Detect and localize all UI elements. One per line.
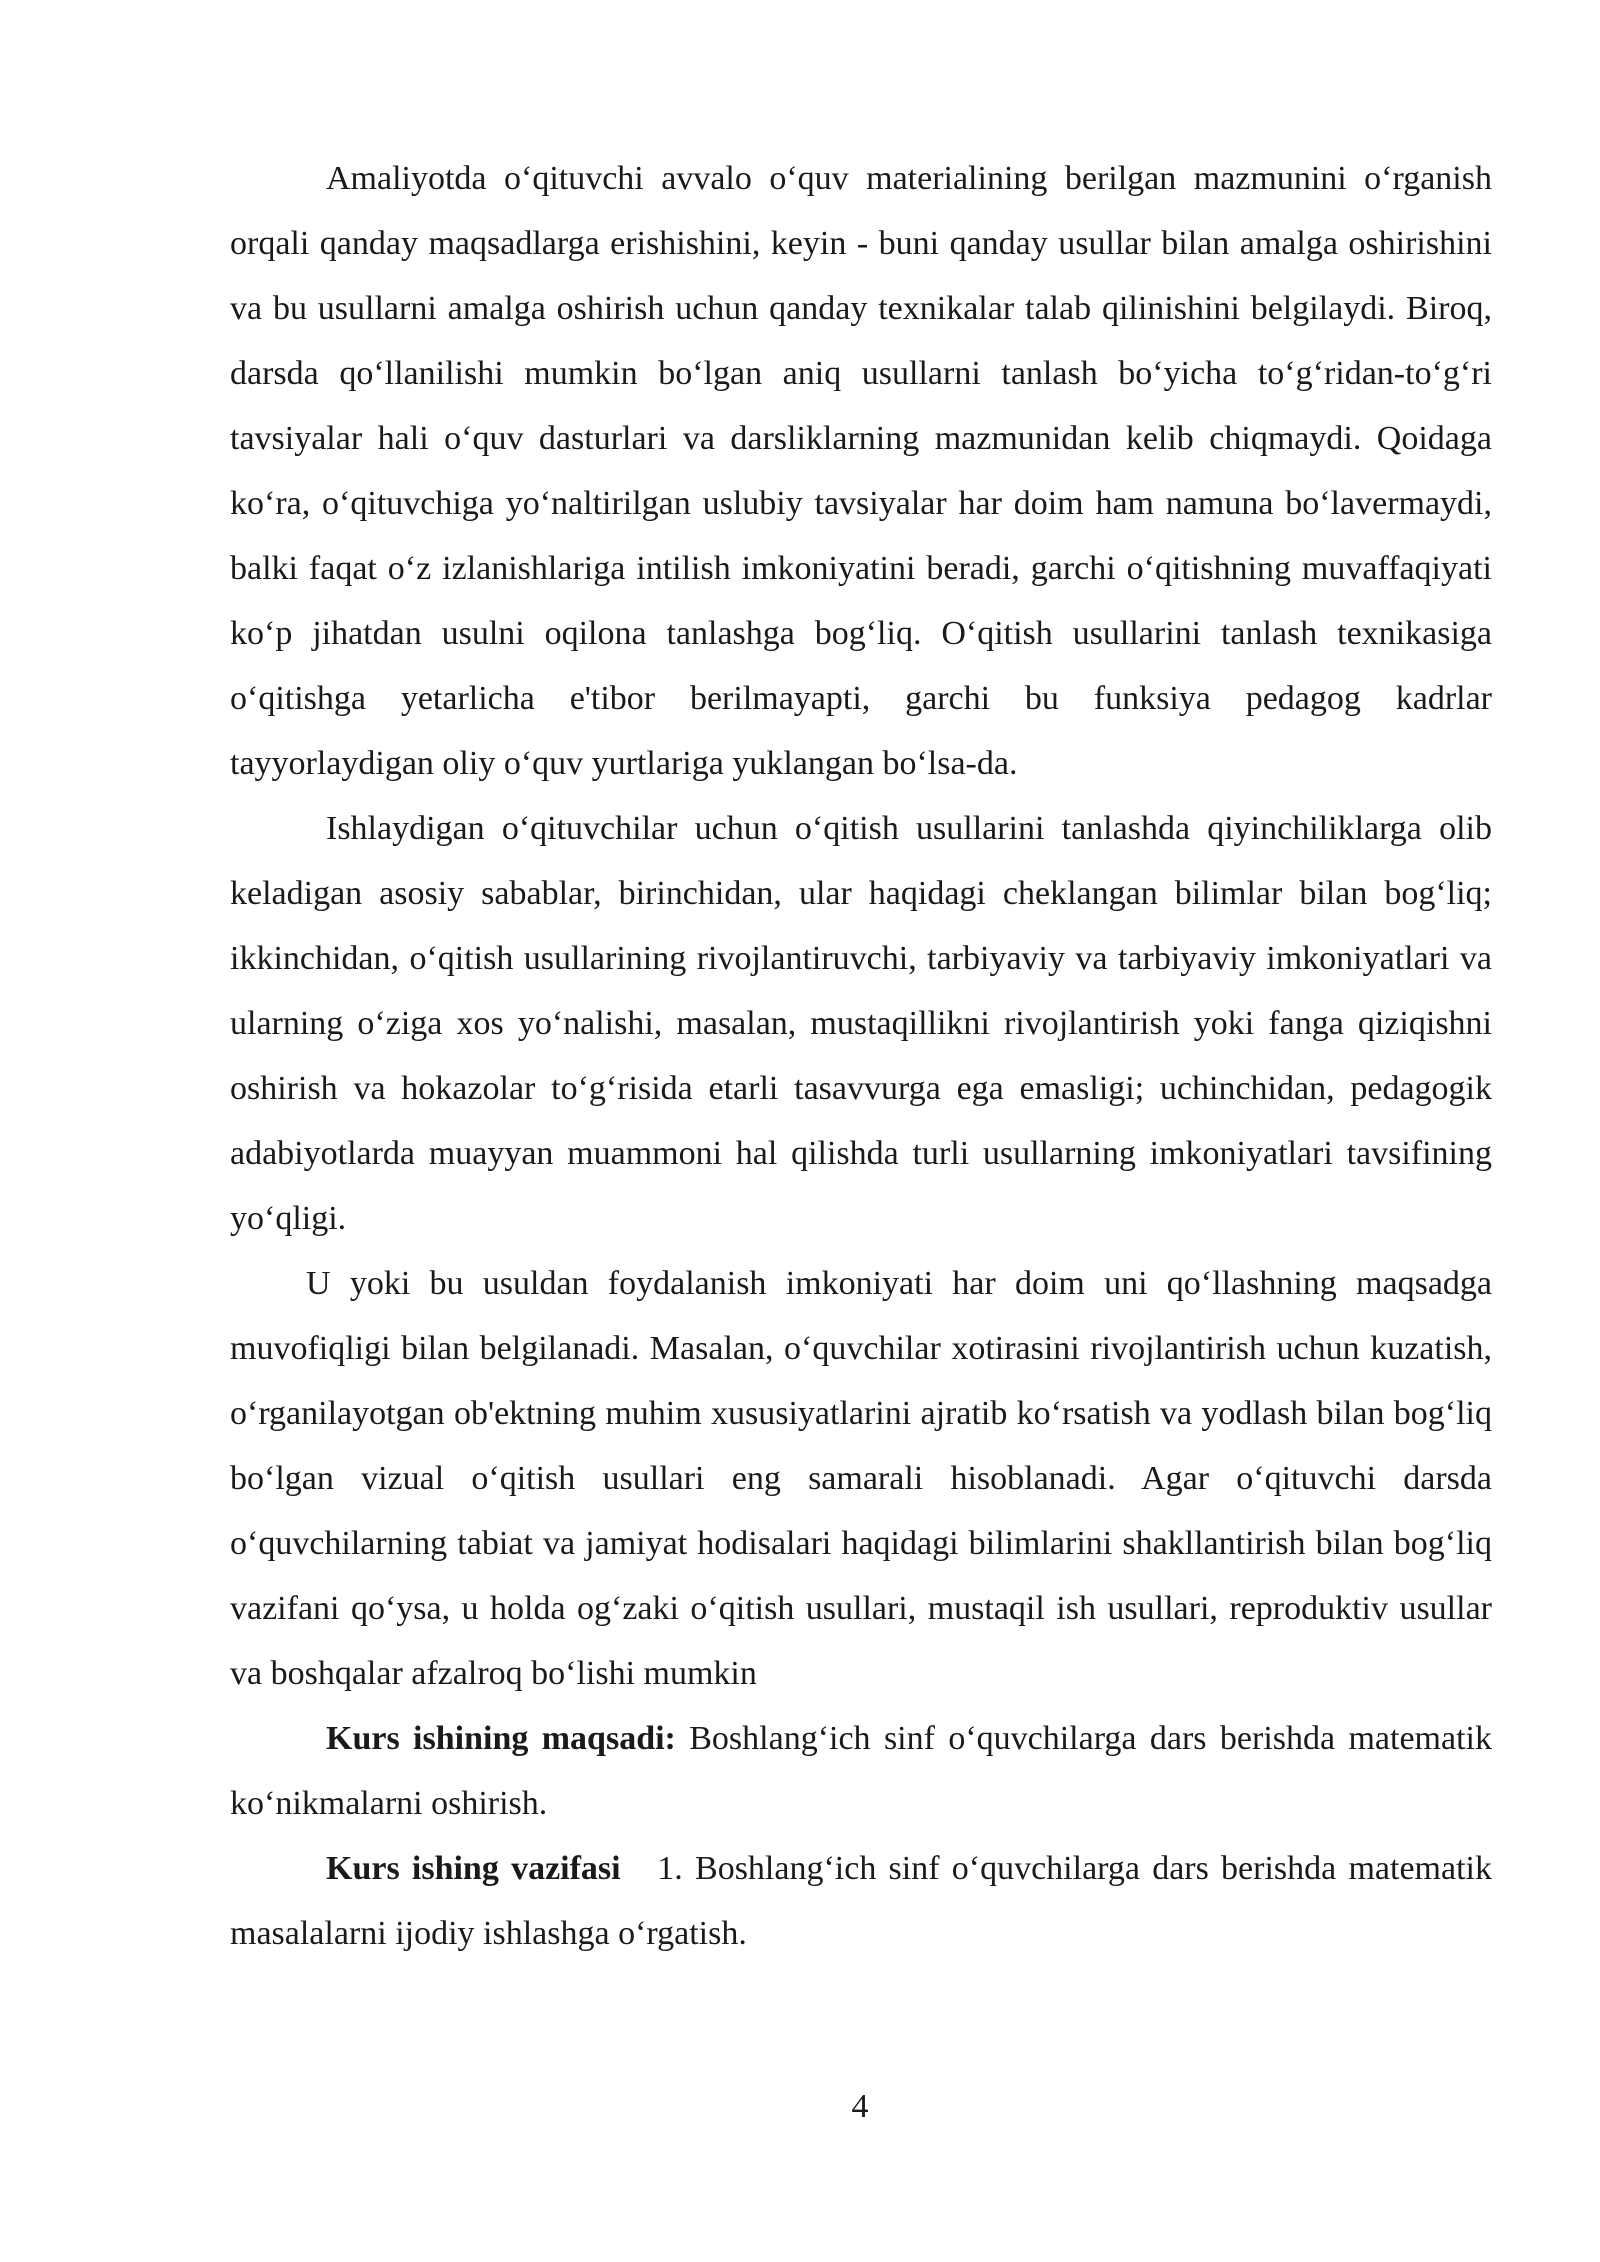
- paragraph-task: [230, 1836, 1492, 1966]
- paragraph-1: Amaliyotda oʻqituvchi avvalo oʻquv materialining berilgan mazmunini oʻrganish orqali qanday maqsadlarga erishishini, keyin - buni qanday usullar bilan amalga oshirishini va bu usullarni amalga oshirish uchun qanday texnikalar talab qilinishini belgilaydi. Biroq, darsda qoʻllanilishi mumkin boʻlgan aniq usullarni tanlash boʻyicha toʻgʻridan-toʻgʻri tavsiyalar hali oʻquv dasturlari va darsliklarning mazmunidan kelib chiqmaydi. Qoidaga koʻra, oʻqituvchiga yoʻnaltirilgan uslubiy tavsiyalar har doim ham namuna boʻlavermaydi, balki faqat oʻz izlanishlariga intilish imkoniyatini beradi, garchi oʻqitishning muvaffaqiyati koʻp jihatdan usulni oqilona tanlashga bogʻliq. Oʻqitish usullarini tanlash texnikasiga oʻqitishga yetarlicha e'tibor berilmayapti, garchi bu funksiya pedagog kadrlar tayyorlaydigan oliy oʻquv yurtlariga yuklangan boʻlsa-da.: [230, 160, 1492, 782]
- paragraph-3: U yoki bu usuldan foydalanish imkoniyati har doim uni qoʻllashning maqsadga muvofiqligi bilan belgilanadi. Masalan, oʻquvchilar xotirasini rivojlantirish uchun kuzatish, oʻrganilayotgan ob'ektning muhim xususiyatlarini ajratib koʻrsatish va yodlash bilan bogʻliq boʻlgan vizual oʻqitish usullari eng samarali hisoblanadi. Agar oʻqituvchi darsda oʻquvchilarning tabiat va jamiyat hodisalari haqidagi bilimlarini shakllantirish bilan bogʻliq vazifani qoʻysa, u holda ogʻzaki oʻqitish usullari, mustaqil ish usullari, reproduktiv usullar va boshqalar afzalroq boʻlishi mumkin: [230, 1265, 1492, 1692]
- task-label: Kurs ishing vazifasi: [326, 1850, 621, 1887]
- page-number: 4: [851, 2088, 869, 2125]
- goal-label: Kurs ishining maqsadi:: [326, 1720, 676, 1757]
- paragraph-2: Ishlaydigan oʻqituvchilar uchun oʻqitish usullarini tanlashda qiyinchiliklarga olib keladigan asosiy sabablar, birinchidan, ular haqidagi cheklangan bilimlar bilan bogʻliq; ikkinchidan, oʻqitish usullarining rivojlantiruvchi, tarbiyaviy va tarbiyaviy imkoniyatlari va ularning oʻziga xos yoʻnalishi, masalan, mustaqillikni rivojlantirish yoki fanga qiziqishni oshirish va hokazolar toʻgʻrisida etarli tasavvurga ega emasligi; uchinchidan, pedagogik adabiyotlarda muayyan muammoni hal qilishda turli usullarning imkoniyatlari tavsifining yoʻqligi.: [230, 810, 1492, 1237]
- paragraph-goal: [230, 1706, 1492, 1836]
- goal-text: Boshlangʻich sinf oʻquvchilarga dars berishda matematik koʻnikmalarni oshirish.: [230, 1720, 1492, 1822]
- page-body: [230, 146, 1492, 1966]
- task-text: 1. Boshlangʻich sinf oʻquvchilarga dars berishda matematik masalalarni ijodiy ishlashga oʻrgatish.: [230, 1850, 1492, 1952]
